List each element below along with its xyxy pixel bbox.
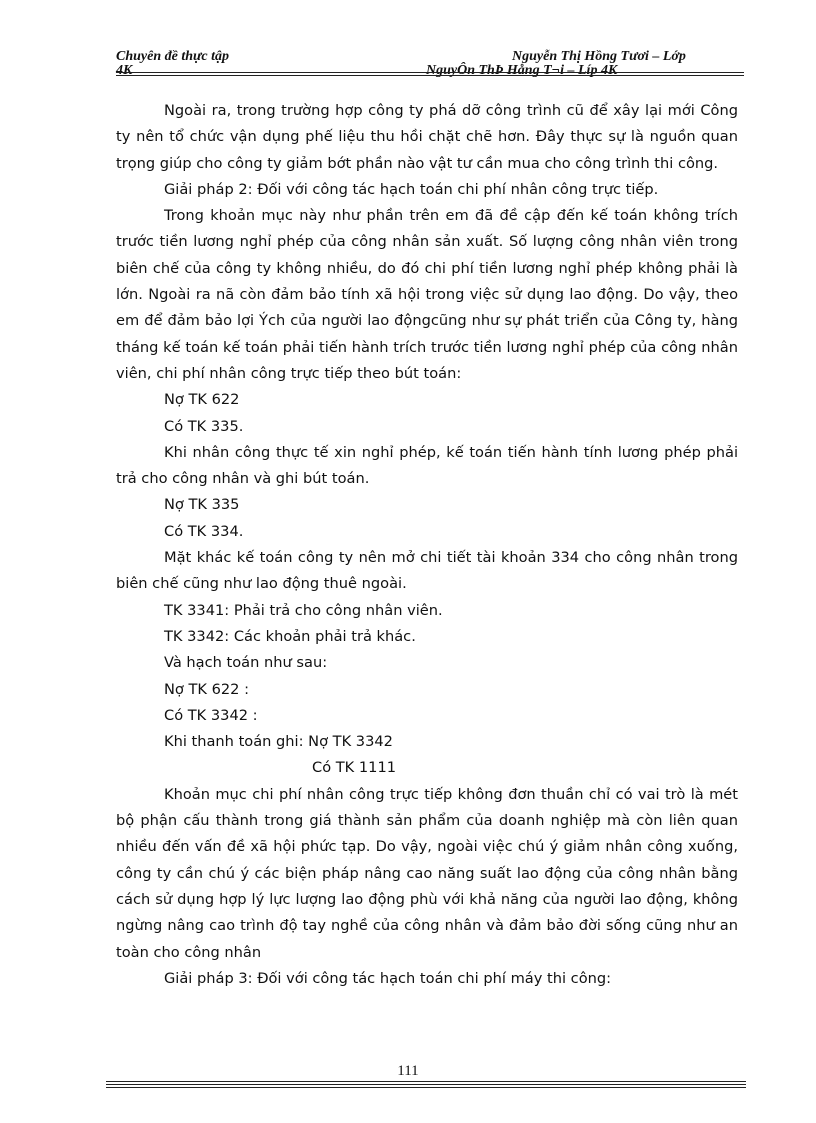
paragraph: Nợ TK 335 — [164, 496, 240, 514]
footer-rule — [106, 1084, 746, 1085]
paragraph: Có TK 335. — [164, 417, 244, 435]
page-number: 111 — [397, 1063, 419, 1079]
paragraph: Giải pháp 2: Đối với công tác hạch toán chi phí nhân công trực tiếp. — [164, 180, 659, 198]
paragraph: TK 3342: Các khoản phải trả khác. — [164, 627, 416, 645]
header-class: 4K — [116, 63, 133, 78]
paragraph: Có TK 1111 — [312, 759, 397, 777]
paragraph: Mặt khác kế toán công ty nên mở chi tiết tài khoản 334 cho công nhân trong biên chế cũng như lao động thuê ngoài. — [116, 549, 738, 593]
paragraph: Giải pháp 3: Đối với công tác hạch toán chi phí máy thi công: — [164, 969, 612, 987]
document-body — [116, 98, 738, 992]
paragraph: Nợ TK 622 : — [164, 680, 250, 698]
paragraph: TK 3341: Phải trả cho công nhân viên. — [164, 601, 443, 619]
paragraph: Khi thanh toán ghi: Nợ TK 3342 — [164, 733, 393, 751]
paragraph: Khi nhân công thực tế xin nghỉ phép, kế toán tiến hành tính lương phép phải trả cho công nhân và ghi bút toán. — [116, 443, 738, 488]
header-author: Nguyễn Thị Hồng Tươi – Lớp — [512, 49, 686, 64]
header-author-garbled: NguyÔn ThÞ Hång T¬i – Líp 4K — [426, 63, 618, 78]
footer-rule — [106, 1081, 746, 1082]
paragraph: Ngoài ra, trong trường hợp công ty phá dỡ công trình cũ để xây lại mới Công ty nên tổ chức vận dụng phế liệu thu hồi chặt chẽ hơn. Đây thực sự là nguồn quan trọng giúp cho công ty giảm bớt phần nào vật tư cần mua cho công trình thi công. — [116, 102, 738, 172]
header-title: Chuyên đề thực tập — [116, 49, 230, 64]
paragraph: Có TK 334. — [164, 522, 244, 540]
paragraph: Có TK 3342 : — [164, 706, 258, 724]
paragraph: Và hạch toán như sau: — [164, 654, 328, 672]
header-rule — [116, 72, 744, 73]
paragraph: Trong khoản mục này như phần trên em đã đề cập đến kế toán không trích trước tiền lương nghỉ phép của công nhân sản xuất. Số lượng công nhân viên trong biên chế của công ty không nhiều, do đó chi phí tiền lương nghỉ phép không phải là lớn. Ngoài ra nã còn đảm bảo tính xã hội trong việc sử dụng lao động. Do vậy, theo em để đảm bảo lợi Ých của người lao độngcũng như sự phát triển của Công ty, hàng tháng kế toán kế toán phải tiến hành trích trước tiền lương nghỉ phép của công nhân viên, chi phí nhân công trực tiếp theo bút toán: — [116, 207, 738, 382]
paragraph: Khoản mục chi phí nhân công trực tiếp không đơn thuần chỉ có vai trò là mét bộ phận cấu thành trong giá thành sản phẩm của doanh nghiệp mà còn liên quan nhiều đến vấn đề xã hội phức tạp. Do vậy, ngoài việc chú ý giảm nhân công xuống, công ty cần chú ý các biện pháp nâng cao năng suất lao động của công nhân bằng cách sử dụng hợp lý lực lượng lao động phù với khả năng của người lao động, không ngừng nâng cao trình độ tay nghề của công nhân và đảm bảo đời sống cũng như an toàn cho công nhân — [116, 785, 738, 961]
header-rule-double — [116, 75, 744, 76]
paragraph: Nợ TK 622 — [164, 391, 240, 409]
footer-rule — [106, 1087, 746, 1088]
